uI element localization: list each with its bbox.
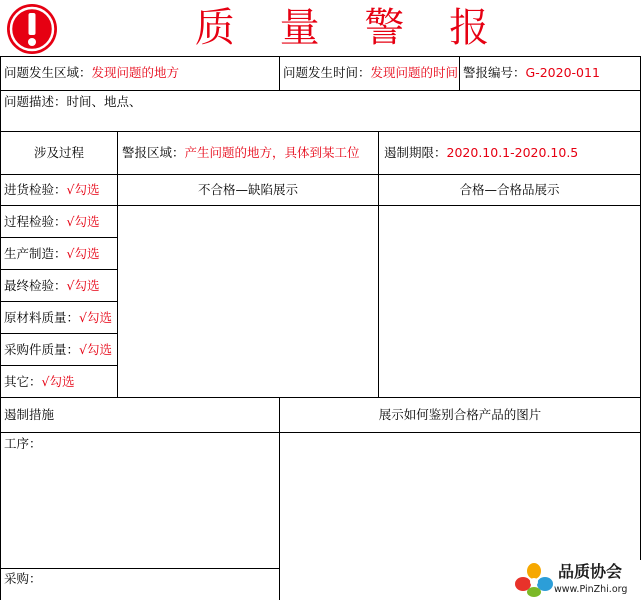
- defect-image-area: [118, 206, 378, 397]
- time-field: [283, 65, 458, 81]
- alert-code-value: G-2020-011: [525, 65, 600, 80]
- check-label: 原材料质量：: [4, 310, 80, 325]
- alert-code-field: [463, 65, 639, 81]
- watermark-url: www.PinZhi.org: [554, 584, 628, 595]
- good-display-header: 合格—合格品展示: [459, 182, 560, 197]
- flower-logo-icon: [512, 562, 556, 598]
- check-value[interactable]: √勾选: [66, 278, 100, 293]
- check-item: [4, 374, 117, 390]
- area-value: 发现问题的地方: [91, 65, 180, 80]
- defect-display-header: 不合格—缺陷展示: [197, 182, 298, 197]
- check-item: [4, 342, 117, 358]
- watermark-logo: [512, 560, 643, 600]
- check-label: 采购件质量：: [4, 342, 80, 357]
- check-label: 最终检验：: [4, 278, 67, 293]
- area-label: 问题发生区域：: [4, 65, 92, 80]
- problem-description: 问题描述：时间、地点、: [4, 94, 142, 109]
- check-label: 进货检验：: [4, 182, 67, 197]
- alert-zone-label: 警报区域：: [122, 145, 185, 160]
- check-value[interactable]: √勾选: [41, 374, 75, 389]
- check-label: 其它：: [4, 374, 42, 389]
- time-value: 发现问题的时间: [370, 65, 458, 80]
- page-title: 质 量 警 报: [194, 5, 506, 51]
- check-item: [4, 182, 117, 198]
- identification-image-header: 展示如何鉴别合格产品的图片: [378, 407, 542, 422]
- alert-code-label: 警报编号：: [463, 65, 526, 80]
- check-value[interactable]: √勾选: [66, 246, 100, 261]
- good-image-area: [379, 206, 640, 397]
- process-label: 涉及过程: [33, 145, 84, 160]
- process-step-label: 工序：: [4, 436, 42, 451]
- check-value[interactable]: √勾选: [66, 214, 100, 229]
- check-label: 过程检验：: [4, 214, 67, 229]
- check-value[interactable]: √勾选: [79, 342, 112, 357]
- containment-period-label: 遏制期限：: [384, 145, 447, 160]
- check-value[interactable]: √勾选: [79, 310, 112, 325]
- time-label: 问题发生时间：: [283, 65, 371, 80]
- area-field: [4, 65, 278, 81]
- check-item: [4, 214, 117, 230]
- alert-zone-field: [122, 145, 377, 161]
- containment-period-field: [384, 145, 639, 161]
- alert-zone-value: 产生问题的地方，具体到某工位: [184, 145, 360, 160]
- check-item: [4, 310, 117, 326]
- check-item: [4, 246, 117, 262]
- containment-period-value: 2020.10.1-2020.10.5: [446, 145, 579, 160]
- check-value[interactable]: √勾选: [66, 182, 100, 197]
- check-item: [4, 278, 117, 294]
- watermark-brand: 品质协会: [558, 562, 623, 581]
- purchase-label: 采购：: [4, 571, 42, 586]
- check-label: 生产制造：: [4, 246, 67, 261]
- containment-measures-header: 遏制措施: [4, 407, 55, 422]
- exclamation-alert-icon: [4, 2, 60, 56]
